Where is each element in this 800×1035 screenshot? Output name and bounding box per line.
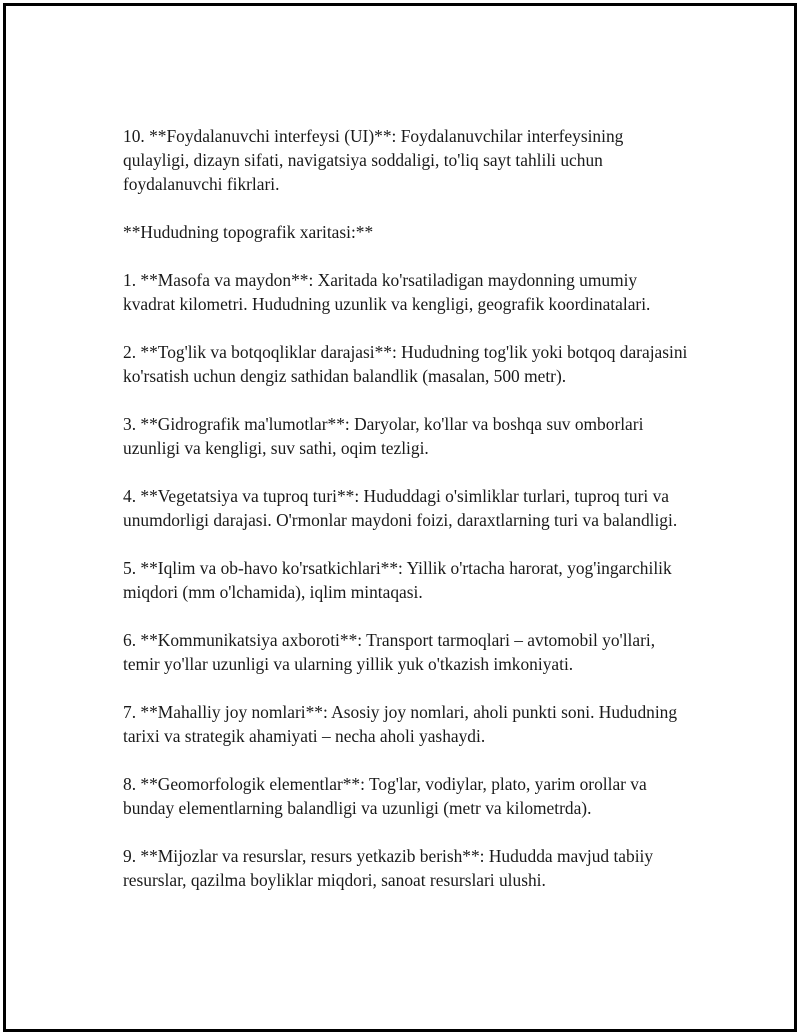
list-item-communication: 6. **Kommunikatsiya axboroti**: Transport tarmoqlari – avtomobil yo'llari, temir yo'llar uzunligi va ularning yillik yuk o'tkazish imkoniyati. (123, 630, 656, 674)
list-item-hydrography: 3. **Gidrografik ma'lumotlar**: Daryolar, ko'llar va boshqa suv omborlari uzunligi va kengligi, suv sathi, oqim tezligi. (123, 414, 644, 458)
list-item-vegetation: 4. **Vegetatsiya va tuproq turi**: Hududdagi o'simliklar turlari, tuproq turi va unumdorligi darajasi. O'rmonlar maydoni foizi, daraxtlarning turi va balandligi. (123, 486, 678, 530)
list-item-climate: 5. **Iqlim va ob-havo ko'rsatkichlari**: Yillik o'rtacha harorat, yog'ingarchilik miqdori (mm o'lchamida), iqlim mintaqasi. (123, 558, 672, 602)
page-frame (3, 3, 797, 1032)
list-item-resources: 9. **Mijozlar va resurslar, resurs yetkazib berish**: Hududda mavjud tabiiy resurslar, qazilma boyliklar miqdori, sanoat resurslari ulushi. (123, 846, 654, 890)
list-item-elevation: 2. **Tog'lik va botqoqliklar darajasi**: Hududning tog'lik yoki botqoq darajasini ko'rsatish uchun dengiz sathidan balandlik (masalan, 500 metr). (123, 342, 688, 386)
list-item-place-names: 7. **Mahalliy joy nomlari**: Asosiy joy nomlari, aholi punkti soni. Hududning tarixi va strategik ahamiyati – necha aholi yashaydi. (123, 702, 678, 746)
document-body (123, 124, 693, 916)
list-item-geomorphology: 8. **Geomorfologik elementlar**: Tog'lar, vodiylar, plato, yarim orollar va bunday elementlarning balandligi va uzunligi (metr va kilometrda). (123, 774, 647, 818)
list-item-area: 1. **Masofa va maydon**: Xaritada ko'rsatiladigan maydonning umumiy kvadrat kilometri. Hududning uzunlik va kengligi, geografik koordinatalari. (123, 270, 651, 314)
section-heading-topographic-map: **Hududning topografik xaritasi:** (123, 222, 374, 242)
paragraph-ui-feedback: 10. **Foydalanuvchi interfeysi (UI)**: Foydalanuvchilar interfeysining qulayligi, dizayn sifati, navigatsiya soddaligi, to'liq sayt tahlili uchun foydalanuvchi fikrlari. (123, 126, 624, 194)
